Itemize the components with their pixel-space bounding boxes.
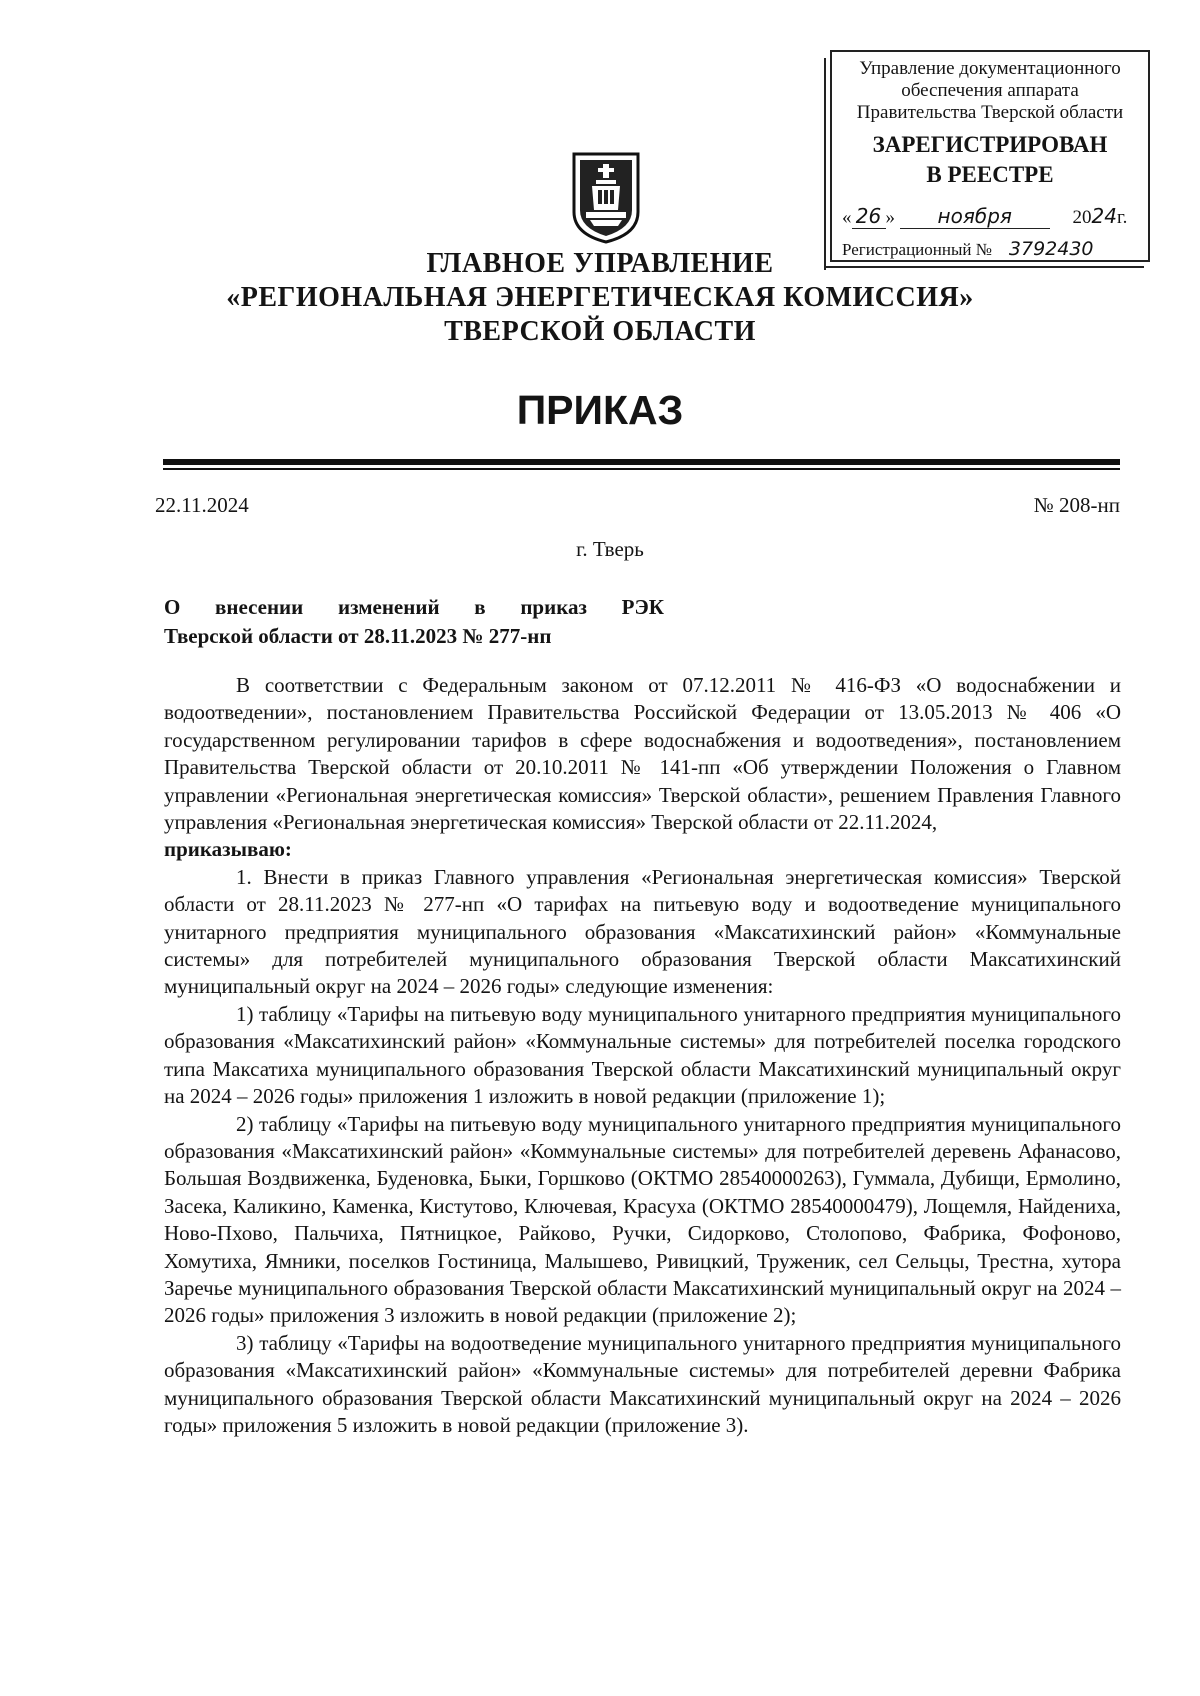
order-word: приказываю: xyxy=(164,837,292,862)
order-date: 22.11.2024 xyxy=(155,493,249,517)
stamp-reg-number: 3792430 xyxy=(996,238,1106,261)
subject-word: в xyxy=(474,595,486,619)
subitem-2-paragraph: 2) таблицу «Тарифы на питьевую воду муниципального унитарного предприятия муниципального образования «Максатихинский район» «Коммунальные системы» для потребителей деревень Афанасово, Большая Воздвиженка, Буденовка, Быки, Горшково (ОКТМО 28540000263), Гуммала, Дубищи, Ермолино, Засека, Каликино, Каменка, Кистутово, Ключевая, Красуха (ОКТМО 28540000479), Лощемля, Найдениха, Ново-Пхово, Пальчиха, Пятницкое, Райково, Ручки, Сидорково, Столопово, Фабрика, Фофоново, Хомутиха, Ямники, поселков Гостиница, Малышево, Ривицкий, Труженик, сел Сельцы, Трестна, хутора Заречье муниципального образования Тверской области Максатихинский муниципальный округ на 2024 – 2026 годы» приложения 3 изложить в новой редакции (приложение 2); xyxy=(164,1111,1121,1328)
registration-stamp xyxy=(830,50,1150,262)
header-divider-thick xyxy=(163,459,1120,465)
stamp-reg-label: Регистрационный № xyxy=(842,240,992,259)
stamp-year-prefix: 20 xyxy=(1072,207,1092,228)
subitem-3-paragraph: 3) таблицу «Тарифы на водоотведение муниципального унитарного предприятия муниципального образования «Максатихинский район» «Коммунальные системы» для потребителей деревни Фабрика муниципального образования Тверской области Максатихинский муниципальный округ на 2024 – 2026 годы» приложения 5 изложить в новой редакции (приложение 3). xyxy=(164,1330,1121,1437)
document-type-title: ПРИКАЗ xyxy=(516,387,684,433)
stamp-month: ноября xyxy=(900,204,1050,229)
subitem-1-paragraph: 1) таблицу «Тарифы на питьевую воду муниципального унитарного предприятия муниципального образования «Максатихинский район» «Коммунальные системы» для потребителей поселка городского типа Максатиха муниципального образования Тверской области Максатихинский муниципальный округ на 2024 – 2026 годы» приложения 1 изложить в новой редакции (приложение 1); xyxy=(164,1001,1121,1109)
subject-word: изменений xyxy=(337,595,440,619)
org-name-line-3: ТВЕРСКОЙ ОБЛАСТИ xyxy=(444,316,756,347)
subject-word: внесении xyxy=(215,595,304,619)
stamp-year-unit: г. xyxy=(1116,207,1128,228)
header-divider-thin xyxy=(163,468,1120,470)
stamp-line-1: Управление документационного xyxy=(859,58,1121,79)
stamp-day: 26 xyxy=(852,204,886,229)
subject-word: приказ xyxy=(520,595,587,619)
org-name-line-2: «РЕГИОНАЛЬНАЯ ЭНЕРГЕТИЧЕСКАЯ КОМИССИЯ» xyxy=(226,282,974,313)
subject-line-2: Тверской области от 28.11.2023 № 277-нп xyxy=(164,624,552,648)
stamp-line-2: обеспечения аппарата xyxy=(901,80,1079,101)
subject-word: РЭК xyxy=(621,595,664,619)
stamp-date-open: « xyxy=(842,207,852,228)
order-city: г. Тверь xyxy=(576,537,644,561)
stamp-year-suffix: 24 xyxy=(1091,204,1117,228)
org-name-line-1: ГЛАВНОЕ УПРАВЛЕНИЕ xyxy=(426,248,774,279)
order-subject xyxy=(164,593,664,651)
preamble-paragraph: В соответствии с Федеральным законом от 07.12.2011 № 416-ФЗ «О водоснабжении и водоотведении», постановлением Правительства Российской Федерации от 13.05.2013 № 406 «О государственном регулировании тарифов в сфере водоснабжения и водоотведения», постановлением Правительства Тверской области от 20.10.2011 № 141-пп «Об утверждении Положения о Главном управлении «Региональная энергетическая комиссия» Тверской области», решением Правления Главного управления «Региональная энергетическая комиссия» Тверской области от 22.11.2024, xyxy=(164,673,1121,835)
subject-line-1 xyxy=(164,593,664,622)
subject-word: О xyxy=(164,595,181,619)
stamp-line-3: Правительства Тверской области xyxy=(856,102,1124,123)
stamp-date-close: » xyxy=(885,207,895,228)
stamp-registered-2: В РЕЕСТРЕ xyxy=(926,162,1054,187)
stamp-registered-1: ЗАРЕГИСТРИРОВАН xyxy=(872,132,1108,157)
order-number: № 208-нп xyxy=(1033,493,1120,517)
item-1-paragraph: 1. Внести в приказ Главного управления «Региональная энергетическая комиссия» Тверской области от 28.11.2023 № 277-нп «О тарифах на питьевую воду и водоотведение муниципального унитарного предприятия муниципального образования «Максатихинский район» «Коммунальные системы» для потребителей муниципального образования Тверской области Максатихинский муниципальный округ на 2024 – 2026 годы» следующие изменения: xyxy=(164,864,1121,999)
order-body xyxy=(164,672,1121,1439)
stamp-date xyxy=(842,204,1142,229)
tver-coat-of-arms-icon xyxy=(570,150,642,244)
